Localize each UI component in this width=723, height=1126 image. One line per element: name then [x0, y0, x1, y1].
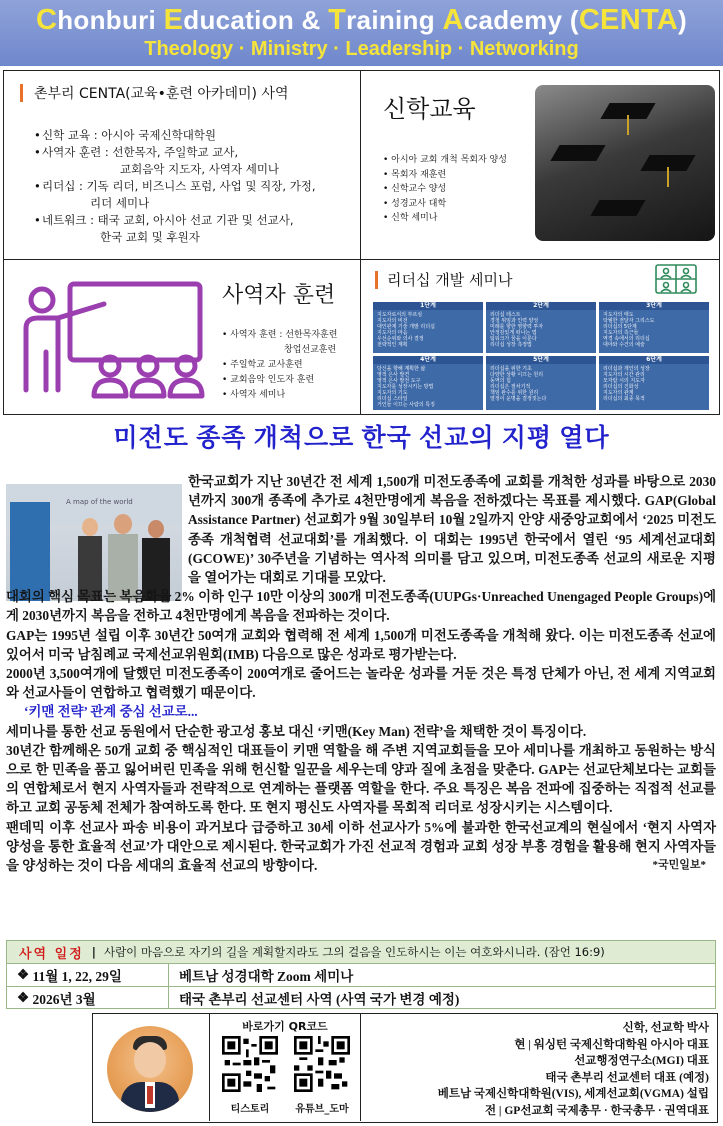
schedule-header	[7, 941, 715, 963]
stage-card: 6단계 리더십과 개인의 성장 지도자의 시간 관리 모자람 시의 지도자 리더십의 진화성 지도자의 관계 리더십의 최종 목적	[599, 356, 709, 410]
bible-verse: 사람이 마음으로 자기의 길을 계획할지라도 그의 걸음을 인도하시는 이는 여호와시니라. (잠언 16:9)	[103, 945, 605, 959]
qr-code-tistory[interactable]	[222, 1036, 278, 1092]
schedule-event: 태국 촌부리 선교센터 사역 (사역 국가 변경 예정)	[179, 992, 460, 1007]
qr-title: 바로가기 QR코드	[242, 1020, 328, 1033]
stage-card: 1단계 지도자로서의 부르심 지도자의 비전 대인관계 기술 개발 리더십 지도자의 마음 우선순위와 의사 결정 전략적인 계획	[373, 302, 483, 353]
header-banner	[0, 0, 723, 66]
panel-ministry	[3, 70, 361, 260]
panel-leadership	[360, 259, 720, 415]
list-item: • 사역자 세미나	[222, 388, 337, 403]
list-item: • 신학교수 양성	[383, 182, 507, 197]
qr-label: 유튜브_도마	[295, 1104, 349, 1115]
list-item: • 네트워크 : 태국 교회, 아시아 선교 기관 및 선교사, 한국 교회 및 후원자	[34, 212, 316, 246]
divider: |	[91, 945, 96, 959]
academy-subtitle: Theology · Ministry · Leadership · Networking	[144, 38, 579, 60]
article-paragraph: 대회의 핵심 목표는 복음화율 2% 이하 인구 10만 이상의 300개 미전도종족(UUPGs·Unreached Unengaged People Groups)에게 2030년까지 복음을 전하고 4천만명에게 복음을 전파하는 것이다.	[6, 589, 716, 624]
diamond-bullet-icon: ❖	[17, 967, 33, 982]
diamond-bullet-icon: ❖	[17, 990, 33, 1005]
panel-training	[3, 259, 361, 415]
article-paragraph: 한국교회가 지난 30년간 전 세계 1,500개 미전도종족에 교회를 개척한 성과를 바탕으로 2030년까지 300개 종족에 추가로 4천만명에게 복음을 전하겠다는 목표를 제시했다. GAP(Global Assistance Partner) 선교회가 9월 30일부터 10월 2일까지 안양 새중앙교회에서 ‘2025 미전도종족 개척협력 선교대회’를 개최했다. 이 대회는 1995년 한국에서 열린 ‘95 세계선교대회(GCOWE)’ 30주년을 기념하는 역사적 의미를 담고 있으며, 미전도종족 선교의 새로운 지평을 열어가는 대회로 기대를 모았다.	[188, 474, 716, 586]
schedule-date: 2026년 3월	[32, 992, 96, 1007]
schedule-label: 사역 일정	[19, 946, 84, 962]
article-paragraph: 30년간 함께해온 50개 교회 중 핵심적인 대표들이 키맨 역할을 해 주변 지역교회들을 모아 세미나를 개최하고 동원하는 방식으로 한 민족을 품고 잃어버린 민족을 위해 헌신할 일꾼을 세우는데 양과 질에 초점을 맞춘다. GAP는 선교단체보다는 교회들의 연합체로서 현지 사역자들과 전략적으로 연계하는 플랫폼 역할을 한다. 주요 특징은 복음 전파에 집중하는 직접적 선교를 하고 교회 공동체 전체가 참여하도록 한다. 또 현지 평신도 사역자를 목회적 리더로 성장시키는 시스템이다.	[6, 742, 716, 816]
panel-title: 촌부리 CENTA(교육•훈련 아카데미) 사역	[34, 86, 289, 102]
list-item: • 사역자 훈련 : 선한목자훈련 창업선교훈련	[222, 328, 337, 358]
qr-label: 티스토리	[230, 1104, 270, 1115]
list-item: • 주일학교 교사훈련	[222, 358, 337, 373]
profile-credentials	[438, 1020, 709, 1119]
article-paragraph: 세미나를 통한 선교 동원에서 단순한 광고성 홍보 대신 ‘키맨(Key Man) 전략’을 채택한 것이 특징이다.	[6, 723, 587, 739]
list-item: • 사역자 훈련 : 선한목자, 주일학교 교사, 교회음악 지도자, 사역자 세미나	[34, 144, 316, 178]
article-source: *국민일보*	[652, 859, 706, 872]
stage-card: 4단계 당신을 향해 계획한 삶 영적 은사 발견 영적 은사 발전 도구 지도자를 성장시키는 방법 지도자의 기도 리더십 스타일 거인들 이끄는 사람의 특징	[373, 356, 483, 410]
list-item: • 교회음악 인도자 훈련	[222, 373, 337, 388]
credential-line: 신학, 선교학 박사	[622, 1022, 709, 1034]
list-item: • 신학 교육 : 아시아 국제신학대학원	[34, 127, 316, 144]
schedule-box	[6, 940, 716, 1009]
panel-theology	[360, 70, 720, 260]
academy-title: Chonburi Education & Training Academy (CENTA)	[35, 4, 688, 36]
stage-card: 5단계 리더십을 위한 기초 다양한 상황 이끄는 원리 동역의 힘 리더십은 절차기적 책임 완수를 위한 원리 열정이 운명을 결정짓는다	[486, 356, 596, 410]
accent-bar	[375, 271, 378, 289]
schedule-event: 베트남 성경대학 Zoom 세미나	[179, 969, 354, 984]
article-photo: A map of the world	[6, 484, 182, 601]
panel-title: 신학교육	[383, 95, 476, 123]
graduation-caps-photo	[535, 85, 715, 241]
article-paragraph: 2000년 3,500여개에 달했던 미전도종족이 200여개로 줄어드는 놀라운 성과를 거둔 것은 특정 단체가 아닌, 전 세계 지역교회와 선교사들이 연합하고 협력했기 때문이다.	[6, 666, 716, 701]
training-list	[222, 328, 337, 403]
article-subhead: ‘키맨 전략’ 관계 중심 선교로...	[24, 704, 198, 720]
list-item: • 아시아 교회 개척 목회자 양성	[383, 153, 507, 168]
accent-bar	[20, 84, 23, 102]
seminar-stages	[373, 302, 709, 410]
list-item: • 목회자 재훈련	[383, 168, 507, 183]
list-item: • 리더십 : 기독 리더, 비즈니스 포럼, 사업 및 직장, 가정, 리더 세미나	[34, 178, 316, 212]
list-item: • 신학 세미나	[383, 211, 507, 226]
video-conference-icon	[655, 264, 697, 298]
qr-section	[209, 1014, 361, 1121]
credential-line: 선교행정연구소(MGI) 대표	[574, 1055, 709, 1067]
profile-photo	[107, 1026, 193, 1112]
article-headline: 미전도 종족 개척으로 한국 선교의 지평 열다	[113, 425, 610, 452]
credential-line: 베트남 국제신학대학원(VIS), 세계선교회(VGMA) 설립	[437, 1088, 709, 1100]
list-item: • 성경교사 대학	[383, 197, 507, 212]
credential-line: 현 | 워싱턴 국제신학대학원 아시아 대표	[514, 1038, 709, 1051]
article-body	[6, 472, 716, 875]
schedule-date: 11월 1, 22, 29일	[32, 969, 122, 984]
profile-footer	[92, 1013, 718, 1123]
schedule-row	[7, 986, 715, 1009]
credential-line: 태국 촌부리 선교센터 대표 (예정)	[545, 1071, 709, 1084]
stage-card: 2단계 리더십 테스트 경청 위임과 인력 양성 미래를 향한 영향력 투자 안정감있게 떠나는 법 팀워크가 꿈을 이룬다 리더십 성장 측정법	[486, 302, 596, 353]
credential-line: 전 | GP선교회 국제총무 · 한국총무 · 권역대표	[484, 1104, 709, 1117]
qr-code-youtube[interactable]	[294, 1036, 350, 1092]
panel-title: 리더십 개발 세미나	[387, 271, 513, 289]
article-paragraph: GAP는 1995년 설립 이후 30년간 50여개 교회와 협력해 전 세계 1,500개 미전도종족을 개척해 왔다. 이는 미전도종족 선교에 있어서 미국 남침례교 국제선교위원회(IMB) 다음으로 많은 성과로 평가받는다.	[6, 627, 716, 662]
ministry-list	[34, 127, 316, 246]
theology-list	[383, 153, 507, 226]
stage-card: 3단계 지도자의 태도 탁월한 전달자 그리스도 리더십의 5단계 지도자의 측근들 역경 속에서의 리더십 대야와 수건의 예술	[599, 302, 709, 353]
teacher-icon	[12, 270, 207, 410]
article-paragraph: 팬데믹 이후 선교사 파송 비용이 과거보다 급증하고 30세 이하 선교사가 5%에 불과한 한국선교계의 현실에서 ‘현지 사역자 양성을 통한 효율적 선교’가 대안으로 제시된다. 한국교회가 가진 선교적 경험과 교회 성장 부흥 경험을 활용해 현지 사역자들을 양성하는 것이 다음 세대의 효율적 선교의 방향이다. *국민일보*	[6, 818, 716, 876]
schedule-row	[7, 963, 715, 986]
panel-title: 사역자 훈련	[222, 283, 336, 308]
